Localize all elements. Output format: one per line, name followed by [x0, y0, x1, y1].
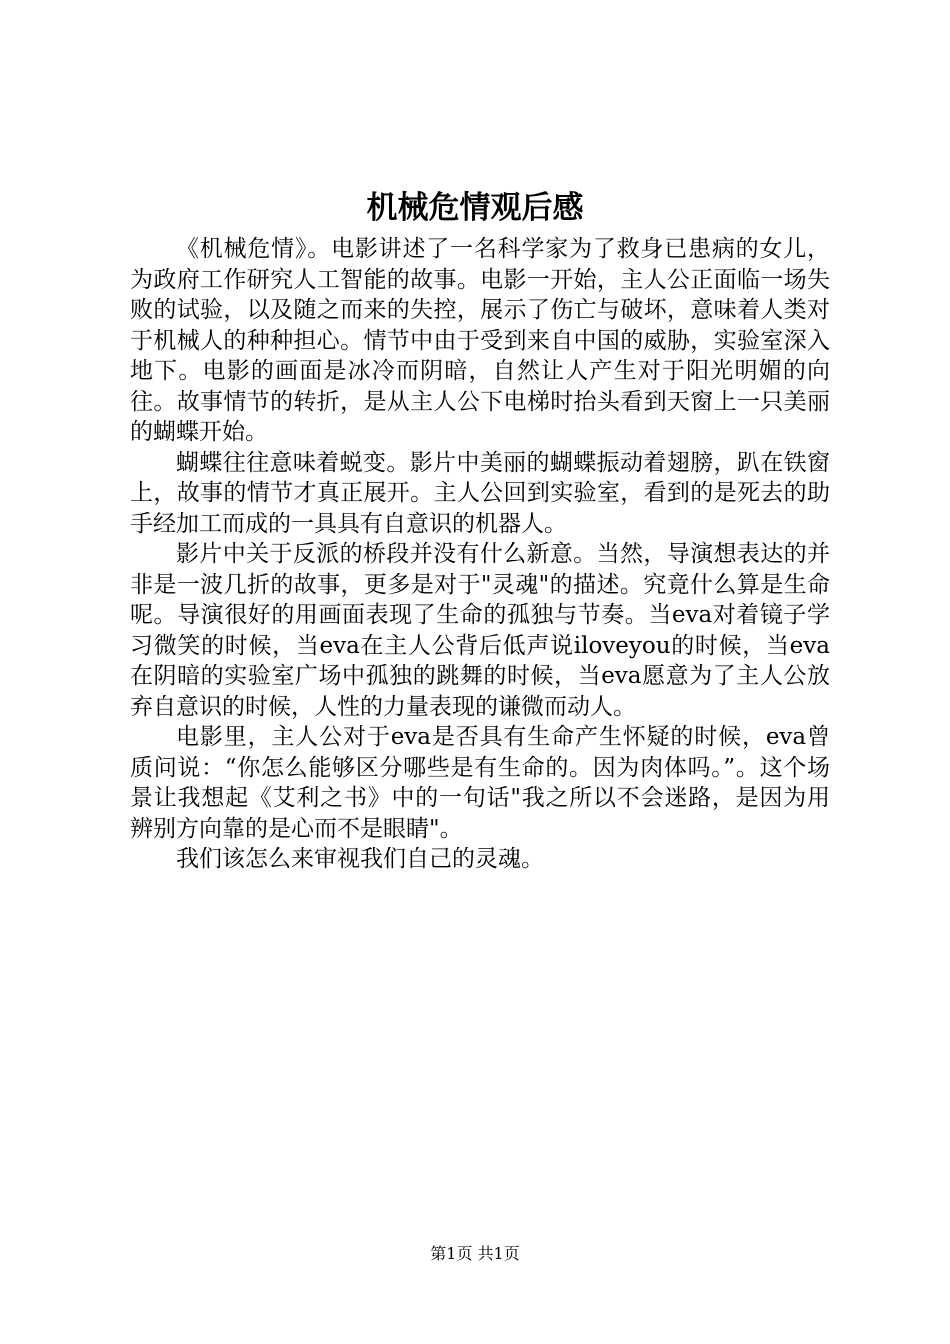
document-title: 机械危情观后感	[366, 190, 584, 226]
document-body	[130, 234, 830, 875]
paragraph-4: 电影里，主人公对于eva是否具有生命产生怀疑的时候，eva曾质问说：“你怎么能够区分哪些是有生命的。因为肉体吗。”。这个场景让我想起《艾利之书》中的一句话"我之所以不会迷路，是因为用辨别方向靠的是心而不是眼睛"。	[130, 724, 830, 842]
paragraph-1: 《机械危情》。电影讲述了一名科学家为了救身已患病的女儿，为政府工作研究人工智能的故事。电影一开始，主人公正面临一场失败的试验，以及随之而来的失控，展示了伤亡与破坏，意味着人类对于机械人的种种担心。情节中由于受到来自中国的威胁，实验室深入地下。电影的画面是冰冷而阴暗，自然让人产生对于阳光明媚的向往。故事情节的转折，是从主人公下电梯时抬头看到天窗上一只美丽的蝴蝶开始。	[130, 236, 830, 445]
paragraph-2: 蝴蝶往往意味着蜕变。影片中美丽的蝴蝶振动着翅膀，趴在铁窗上，故事的情节才真正展开。主人公回到实验室，看到的是死去的助手经加工而成的一具具有自意识的机器人。	[130, 449, 830, 537]
paragraph-5: 我们该怎么来审视我们自己的灵魂。	[176, 846, 544, 872]
paragraph-3: 影片中关于反派的桥段并没有什么新意。当然，导演想表达的并非是一波几折的故事，更多是对于"灵魂"的描述。究竟什么算是生命呢。导演很好的用画面表现了生命的孤独与节奏。当eva对着镜子学习微笑的时候，当eva在主人公背后低声说iloveyou的时候，当eva在阴暗的实验室广场中孤独的跳舞的时候，当eva愿意为了主人公放弃自意识的时候，人性的力量表现的谦微而动人。	[130, 541, 830, 720]
page-footer: 第1页 共1页	[430, 1244, 520, 1263]
